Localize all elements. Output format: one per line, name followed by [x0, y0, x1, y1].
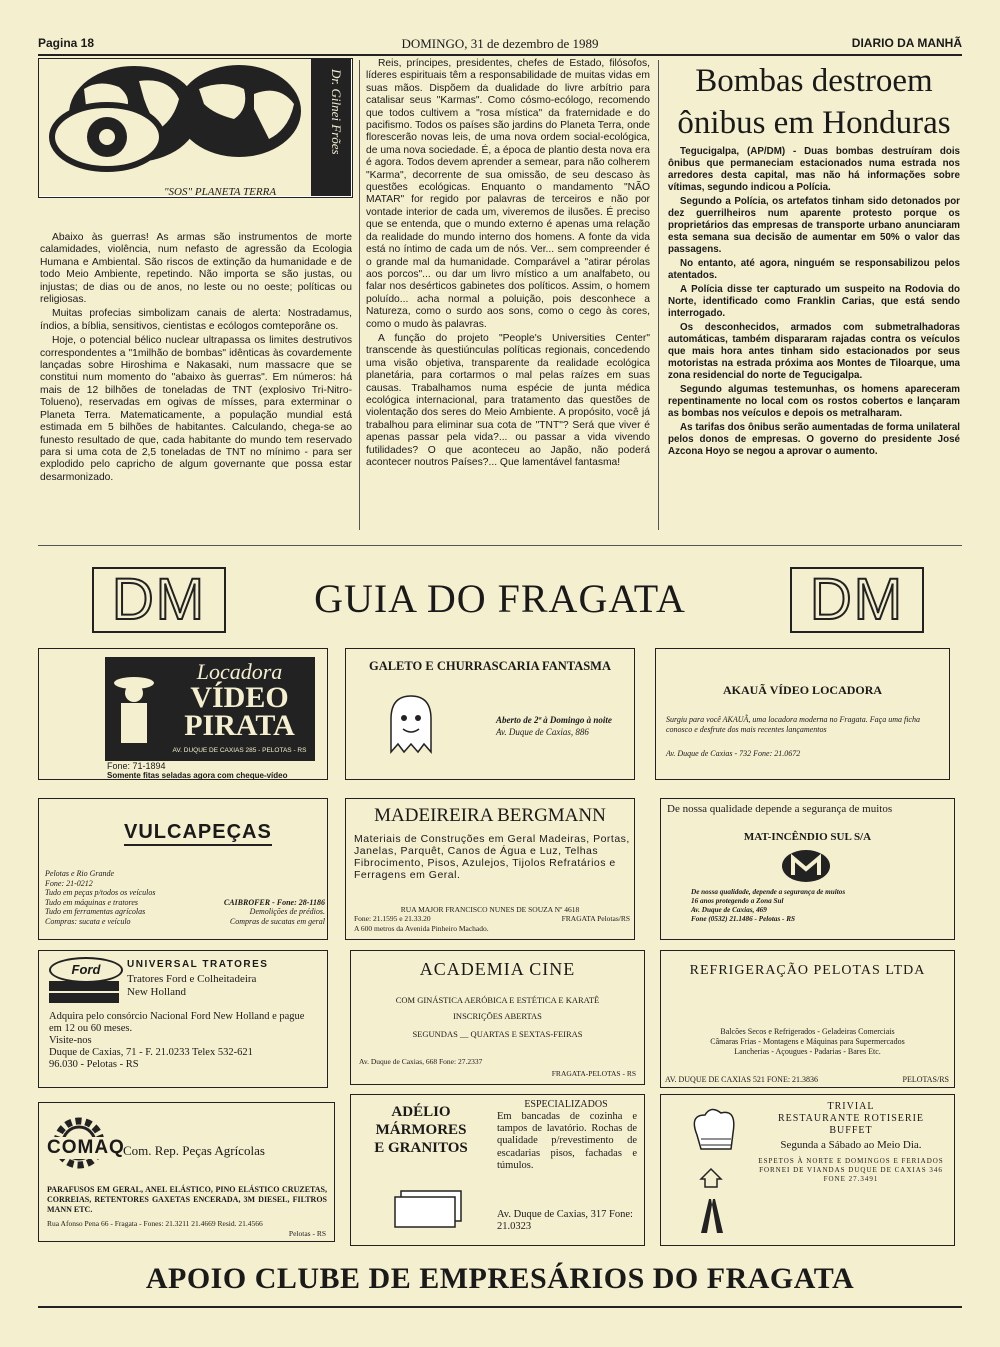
- ad-line: Demolições de prédios.: [249, 907, 325, 916]
- ad-line: Câmaras Frias - Montagens e Máquinas para Supermercados: [710, 1037, 905, 1046]
- ghost-icon: [386, 694, 436, 759]
- footer-rule: [38, 1306, 962, 1308]
- paragraph: Muitas profecias simbolizam canais de alerta: Nostradamus, índios, a bíblia, sensitivos, cientistas e ecólogos comteporâne os.: [40, 308, 352, 332]
- ad-vulcapecas: [38, 798, 328, 940]
- ad-line: RESTAURANTE ROTISERIE: [777, 1113, 925, 1124]
- ad-line: Tudo em máquinas e tratores: [45, 897, 139, 907]
- ad-line: Duque de Caxias, 71 - F. 21.0233 Telex 532-621: [49, 1047, 253, 1058]
- section-divider: [38, 545, 962, 546]
- house-icon: [699, 1167, 723, 1194]
- ad-line: Compras: sucata e veículo: [45, 916, 131, 926]
- newholland-bar-icon: [49, 993, 119, 1003]
- column-divider: [359, 60, 360, 530]
- ad-note: A 600 metros da Avenida Pinheiro Machado.: [354, 924, 489, 933]
- ad-address-row: [665, 1075, 949, 1084]
- ad-text: Materiais de Construções em Geral Madeiras, Portas, Janelas, Parquêt, Canos de Água e Luz, Telhas Fibrocimento, Pisos, Azulejos, Tijolos Refratários e Ferragens em Geral.: [354, 833, 630, 881]
- middle-article-body: [366, 58, 650, 471]
- ad-title: UNIVERSAL TRATORES: [127, 959, 269, 970]
- world-map-eye-icon: [39, 59, 351, 196]
- ford-bar-icon: [49, 981, 119, 991]
- ad-line: 16 anos protegendo a Zona Sul: [691, 897, 784, 905]
- ad-adelio: [350, 1094, 645, 1246]
- paragraph: No entanto, até agora, ninguém se responsabilizou pelos atentados.: [668, 258, 960, 281]
- ad-line: Segunda a Sábado ao Meio Dia.: [780, 1139, 922, 1151]
- ad-name-line: E GRANITOS: [374, 1140, 468, 1156]
- ad-name-line: ADÉLIO: [391, 1104, 451, 1120]
- ad-phone: Fone: 21.1595 e 21.33.20: [354, 914, 431, 923]
- ad-line: COM GINÁSTICA AERÓBICA E ESTÉTICA E KARATÊ: [395, 995, 600, 1005]
- paragraph: A função do projeto "People's Universities Center" transcende às questiúnculas políticas regionais, concedendo uma visão objetiva, transparente da realidade ecológica planetária, para cortarmos o mal pelas raízes em suas causas. Trabalhamos numa espécie de junta médica ecológica internacional, para tratamento das questões de violentação dos seres do Meio Ambiente. A propósito, você já trabalhou para eliminar sua cota de "TNT"? Será que viver é apenas passar pela vida?... ou passar a vida vivendo futilidades? O que aconteceu ao Japão, não poderá acontecer noutros Países?... Que lamentável fantasma!: [366, 332, 650, 468]
- ad-line: Av. Duque de Caxias, 469: [691, 906, 767, 914]
- ad-line: TRIVIAL: [827, 1101, 875, 1112]
- page-header: [38, 32, 962, 56]
- ad-line: New Holland: [127, 986, 186, 998]
- left-article-body: [40, 232, 352, 486]
- ad-address: AV. DUQUE DE CAXIAS 285 - PELOTAS - RS: [172, 747, 307, 754]
- illustration-caption: "SOS" PLANETA TERRA: [163, 186, 277, 198]
- ad-city: Pelotas - RS: [288, 1229, 326, 1238]
- ad-lines: [661, 1027, 954, 1057]
- illustration-side-text: Dr. Gilnei Frões: [329, 69, 344, 155]
- ad-phone: Fone: 21-0212: [45, 878, 93, 888]
- ad-address: AV. DUQUE DE CAXIAS 521 FONE: 21.3836: [665, 1075, 819, 1084]
- ford-logo-icon: Ford: [49, 957, 123, 983]
- ad-details: [45, 869, 325, 926]
- ad-universal-tratores: [38, 950, 328, 1088]
- ad-title: MAT-INCÊNDIO SUL S/A: [743, 831, 872, 843]
- ad-name-line2: PIRATA: [184, 709, 295, 742]
- ad-line: Compras de sucatas em geral: [229, 916, 325, 926]
- ad-matincendio: [660, 798, 955, 940]
- right-article-body: [668, 146, 960, 460]
- paragraph: Abaixo às guerras! As armas são instrumentos de morte calamidades, violência, num nefasto de agressão da Ecologia Humana e Ambiental. São riscos de extinção da humanidade e de todo Meio Ambiente, repetindo. Não importa se são justas, ou injustas; de dias ou de anos, no leste ou no oeste; políticas ou religiosas.: [40, 232, 352, 306]
- ad-video-pirata: [38, 648, 328, 780]
- page-number: Pagina 18: [38, 36, 95, 50]
- paragraph: As tarifas dos ônibus serão aumentadas de forma unilateral pelos donos de empresas. O governo do presidente José Azcona Hoyo se negou a aprovar o aumento.: [668, 422, 960, 457]
- ad-address: Av. Duque de Caxias, 668 Fone: 27.2337: [359, 1057, 483, 1066]
- ad-text: Em bancadas de cozinha e tampos de lavatório. Rochas de qualidade p/revestimento de escadarias pisos, fachadas e túmulos.: [497, 1111, 637, 1171]
- ad-title: MADEIREIRA BERGMANN: [374, 805, 606, 826]
- ad-title: AKAUÃ VÍDEO LOCADORA: [722, 683, 883, 697]
- ad-bergmann: [345, 798, 635, 940]
- issue-date: DOMINGO, 31 de dezembro de 1989: [401, 36, 599, 51]
- paragraph: Segundo a Polícia, os artefatos tinham sido detonados por dez guerrilheiros num aparente protesto porque os proprietários das empresas de transporte urbano anunciaram esta semana sua decisão de aumentar em 50% o valor das passagens.: [668, 196, 960, 255]
- ad-note: Somente fitas seladas agora com cheque-vídeo: [107, 771, 288, 780]
- ad-line: FORNEI DE VIANDAS DUQUE DE CAXIAS 346 FONE 27.3491: [759, 1166, 943, 1183]
- paragraph: Segundo algumas testemunhas, os homens apareceram repentinamente no local com os rostos cobertos e lançaram as bombas nos veículos e depois os metralharam.: [668, 384, 960, 419]
- ad-line: INSCRIÇÕES ABERTAS: [453, 1011, 542, 1021]
- headline: Bombas destroem ônibus em Honduras: [677, 63, 951, 141]
- ad-line: Balcões Secos e Refrigerados - Geladeiras Comerciais: [720, 1027, 895, 1036]
- ad-subtitle: Com. Rep. Peças Agrícolas: [123, 1143, 265, 1158]
- ad-address: Av. Duque de Caxias - 732 Fone: 21.0672: [666, 749, 801, 758]
- ad-name-line: MÁRMORES: [375, 1122, 467, 1138]
- ad-line: SEGUNDAS __ QUARTAS E SEXTAS-FEIRAS: [412, 1029, 583, 1039]
- ad-line: Fone (0532) 21.1486 - Pelotas - RS: [691, 915, 796, 923]
- ad-place: FRAGATA-PELOTAS - RS: [551, 1069, 636, 1078]
- ad-heading: ESPECIALIZADOS: [524, 1099, 608, 1110]
- ad-comaq: [38, 1102, 335, 1242]
- paragraph: Tegucigalpa, (AP/DM) - Duas bombas destruíram dois ônibus que permaneciam estacionados numa estrada nos arredores desta capital, mas não há informações sobre vítimas, segundo indicou a Polícia.: [668, 146, 960, 193]
- paragraph: Reis, príncipes, presidentes, chefes de Estado, filósofos, líderes espirituais têm a responsabilidade de muitas vidas em suas mãos. Dispõem da dualidade do livre arbítrio para catalisar seus "Karmas". Como cósmo-ecólogo, recomendo que todos cultivem a "rosa mística" da fraternidade e do pacifismo. Todos os países são jardins do Planeta Terra, onde florescerão novas leis, de uma nova ordem social-ecológica, de uma nova sociedade. É, a época de plantio desta nova era é agora. Todos devem aprender a semear, para não colherem "Karma", decorrente de sua omissão, de seu descaso às questões ecológicas. Enquanto o mandamento "NÃO MATAR" for regido por palavras de terceiros e não por vontade interior de cada um, viveremos de ilusões. É preciso que se entenda, que o mundo externo é apenas uma relação da realidade do mundo interno dos homens. A fonte da vida está no íntimo de cada um de nós. Ver... sem compreender é o grande mal da humanidade. Comparável a "atirar pérolas aos porcos"... ou dar um livro místico a um analfabeto, ou falar nos desérticos gabinetes dos políticos. Assim, o homem poluído... acha normal a poluição, pois desconhece a Natureza, como o surdo aos sons, como o cego às cores, como o mudo às palavras.: [366, 58, 650, 330]
- dm-logo-left: DM: [92, 567, 226, 633]
- cowboy-figure-icon: [109, 669, 159, 749]
- ad-refrigeracao: [660, 950, 955, 1088]
- ad-address: Av. Duque de Caxias, 317 Fone: 21.0323: [497, 1209, 633, 1233]
- ad-line: ESPETOS À NORTE E DOMINGOS E FERIADOS: [758, 1157, 944, 1165]
- utensils-icon: [697, 1195, 727, 1240]
- ad-line: BUFFET: [829, 1125, 873, 1136]
- paragraph: Os desconhecidos, armados com submetralhadoras automáticas, também dispararam rajadas contra os veículos que mais hora antes tinham sido estacionados por seus motoristas na estrada próxima aos Montes de Tiloarque, uma zona residencial do norte de Tegucigalpa.: [668, 322, 960, 381]
- ad-city: Pelotas e Rio Grande: [45, 869, 115, 878]
- ad-slogan: De nossa qualidade depende a segurança de muitos: [667, 803, 893, 815]
- ad-academia-cine: [350, 950, 645, 1085]
- ad-phone: Fone: 71-1894: [107, 761, 166, 771]
- mat-logo-icon: [781, 849, 831, 888]
- ad-hours: Aberto de 2ª à Domingo à noite: [496, 715, 612, 725]
- ad-address: Av. Duque de Caxias, 886: [496, 727, 589, 737]
- guide-footer: APOIO CLUBE DE EMPRESÁRIOS DO FRAGATA: [145, 1262, 855, 1295]
- dm-logo-right: DM: [790, 567, 924, 633]
- paragraph: A Polícia disse ter capturado um suspeito na Rodovia do Norte, identificado como Franklin Carias, que está sendo interrogado.: [668, 284, 960, 319]
- ad-city: PELOTAS/RS: [902, 1075, 949, 1084]
- ad-title: REFRIGERAÇÃO PELOTAS LTDA: [689, 963, 926, 978]
- ad-address: RUA MAJOR FRANCISCO NUNES DE SOUZA Nº 4618: [400, 905, 580, 914]
- ad-line: Visite-nos: [49, 1035, 92, 1046]
- marble-slab-icon: [391, 1181, 471, 1234]
- ad-line: Tudo em peças p/todos os veículos: [45, 888, 156, 897]
- ad-line: De nossa qualidade, depende a segurança de muitos: [691, 888, 846, 896]
- ad-line: 96.030 - Pelotas - RS: [49, 1059, 139, 1070]
- ad-line: Adquira pelo consórcio Nacional Ford New Holland e pague em 12 ou 60 meses.: [49, 1011, 305, 1034]
- ad-text: [49, 1011, 319, 1071]
- ad-name: [361, 1103, 481, 1157]
- ad-line: Tudo em ferramentas agrícolas: [45, 907, 146, 916]
- ad-title: GALETO E CHURRASCARIA FANTASMA: [368, 659, 612, 673]
- ad-line: CAIBROFER - Fone: 28-1186: [223, 897, 325, 907]
- ad-lines: [751, 1101, 951, 1184]
- ad-top-word: Locadora: [196, 659, 283, 684]
- paragraph: Hoje, o potencial bélico nuclear ultrapassa os limites destrutivos correspondentes a "1milhão de bombas" idênticas às covardemente lançadas sobre Hiroshima e Nakasaki, num massacre que se constitui num momento do "abaixo às guerras". Em números: há mais de 12 bilhões de toneladas de TNT (explosivo Tri-Nitro-Tolueno), reservadas em ogivas de mísses, para exterminar o Planeta Terra. Matematicamente, a população mundial está estimada em 5 bilhões de habitantes. Calculando, chega-se ao funesto resultado de que, cada habitante do mundo tem reservado para si uma cota de 2,5 toneladas de TNT no mínimo - para ser explodido pelo capricho de algum governante que possa estar desarmonizado.: [40, 335, 352, 483]
- chef-hat-icon: [687, 1105, 743, 1162]
- ad-title: ACADEMIA CINE: [419, 959, 576, 979]
- ad-line: Tratores Ford e Colheitadeira: [127, 973, 257, 985]
- ad-line: Lancherias - Açougues - Padarias - Bares Etc.: [734, 1047, 881, 1056]
- ad-phone-row: [354, 914, 630, 923]
- ad-trivial: [660, 1094, 955, 1246]
- column-divider: [658, 60, 659, 530]
- ad-text: Surgiu para você AKAUÃ, uma locadora moderna no Fragata. Faça uma ficha conosco e desfrute dos mais recentes lançamentos: [666, 715, 920, 734]
- ad-logo: VULCAPEÇAS: [124, 821, 272, 846]
- ad-text: PARAFUSOS EM GERAL, ANEL ELÁSTICO, PINO ELÁSTICO CRUZETAS, CORREIAS, RETENTORES GAXETAS ENCERADA, 3M DIESEL, FILTROS MANN ETC.: [47, 1185, 327, 1214]
- ad-akaua: [655, 648, 950, 780]
- newspaper-name: DIARIO DA MANHÃ: [851, 36, 962, 50]
- guide-title: GUIA DO FRAGATA: [314, 576, 686, 621]
- ad-galeto: [345, 648, 635, 780]
- ad-logo: COMAQ: [47, 1137, 125, 1158]
- ad-address: Rua Afonso Pena 66 - Fragata - Fones: 21.3211 21.4669 Resid. 21.4566: [47, 1219, 263, 1228]
- ad-name-line1: VÍDEO: [190, 681, 289, 714]
- ad-place: FRAGATA Pelotas/RS: [561, 914, 630, 923]
- ad-details: [691, 888, 951, 924]
- planeta-terra-illustration: [38, 58, 353, 198]
